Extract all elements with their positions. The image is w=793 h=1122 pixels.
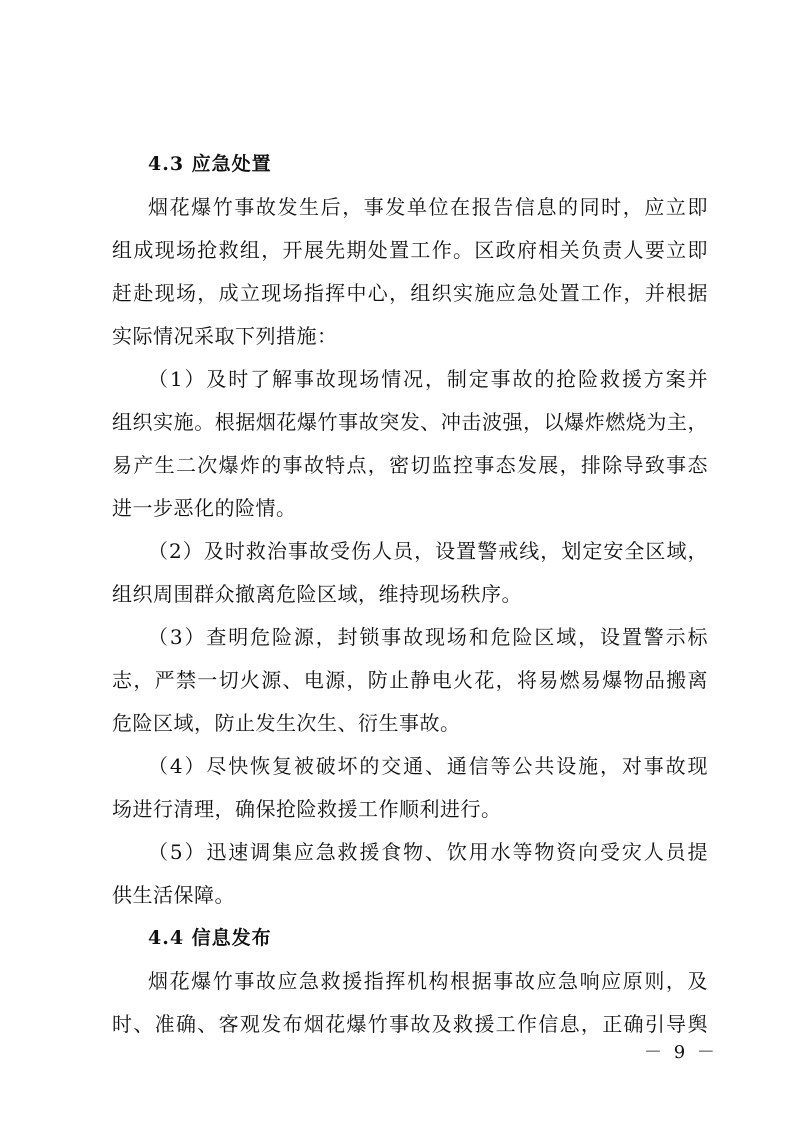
paragraph-line: （4）尽快恢复被破坏的交通、通信等公共设施，对事故现 [148, 754, 708, 778]
paragraph-line: 场进行清理，确保抢险救援工作顺利进行。 [112, 797, 502, 821]
paragraph-line: 志，严禁一切火源、电源，防止静电火花，将易燃易爆物品搬离 [112, 668, 708, 692]
paragraph-line: 组织实施。根据烟花爆竹事故突发、冲击波强，以爆炸燃烧为主， [112, 410, 708, 434]
page-number: － 9 － [644, 1042, 718, 1063]
section-heading-4-4: 4.4 信息发布 [148, 927, 272, 949]
paragraph-line: （5）迅速调集应急救援食物、饮用水等物资向受灾人员提 [148, 840, 708, 864]
paragraph-line: 赶赴现场，成立现场指挥中心，组织实施应急处置工作，并根据 [112, 281, 708, 305]
paragraph-line: （3）查明危险源，封锁事故现场和危险区域，设置警示标 [148, 625, 708, 649]
paragraph-line: （1）及时了解事故现场情况，制定事故的抢险救援方案并 [148, 367, 708, 391]
paragraph-line: 烟花爆竹事故发生后，事发单位在报告信息的同时，应立即 [148, 195, 708, 219]
paragraph-line: 实际情况采取下列措施： [112, 324, 338, 348]
section-heading-4-3: 4.3 应急处置 [148, 153, 272, 175]
paragraph-line: 烟花爆竹事故应急救援指挥机构根据事故应急响应原则，及 [148, 969, 708, 993]
paragraph-line: （2）及时救治事故受伤人员，设置警戒线，划定安全区域， [148, 539, 708, 563]
paragraph-line: 易产生二次爆炸的事故特点，密切监控事态发展，排除导致事态 [112, 453, 708, 477]
paragraph-line: 时、准确、客观发布烟花爆竹事故及救援工作信息，正确引导舆 [112, 1012, 708, 1036]
paragraph-line: 供生活保障。 [112, 883, 235, 907]
paragraph-line: 组成现场抢救组，开展先期处置工作。区政府相关负责人要立即 [112, 238, 708, 262]
paragraph-line: 进一步恶化的险情。 [112, 496, 297, 520]
paragraph-line: 危险区域，防止发生次生、衍生事故。 [112, 711, 461, 735]
paragraph-line: 组织周围群众撤离危险区域，维持现场秩序。 [112, 582, 522, 606]
